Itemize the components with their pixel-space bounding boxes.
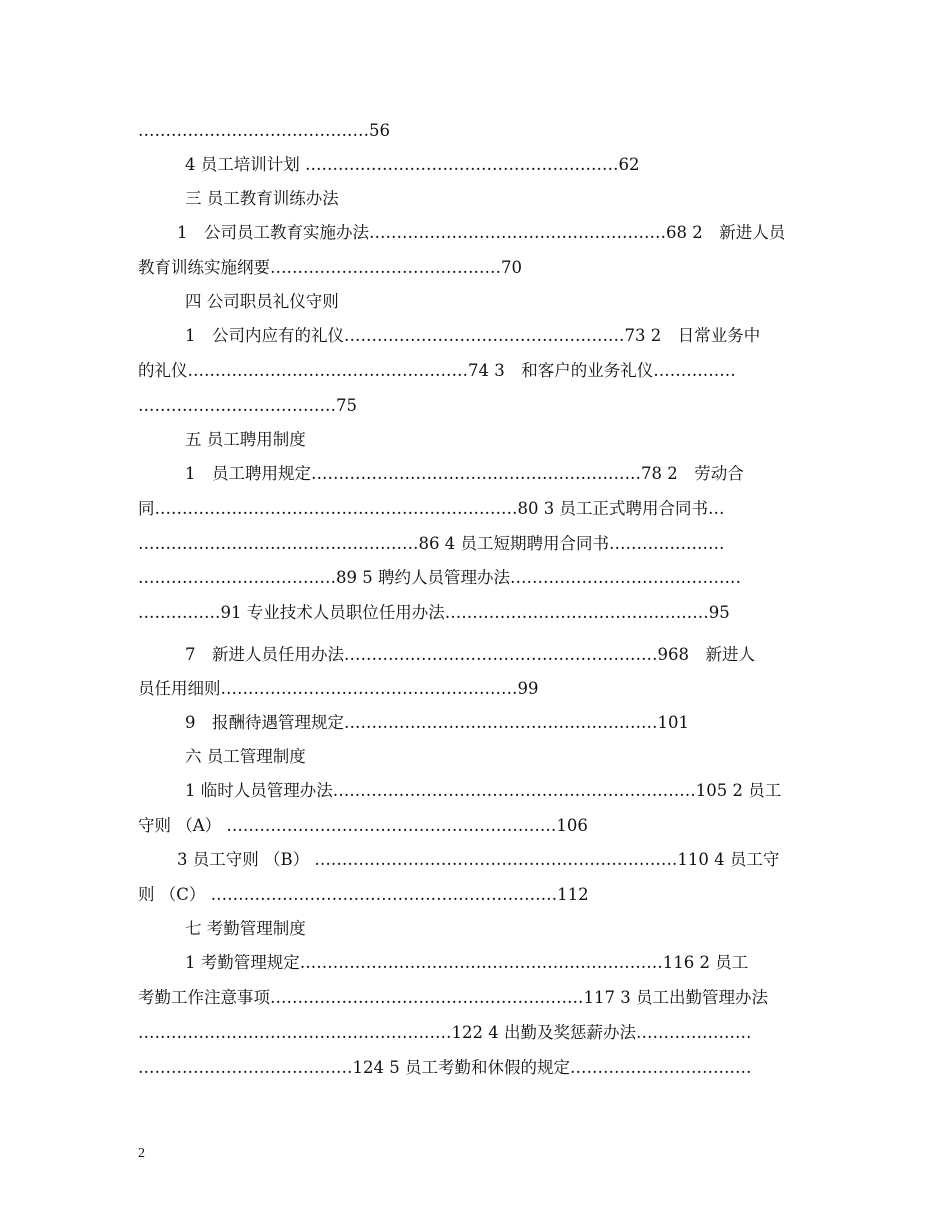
toc-line: ……………91 专业技术人员职位任用办法…………………………………………95 — [138, 603, 730, 622]
section-heading: 四 公司职员礼仪守则 — [185, 292, 339, 311]
section-heading: 七 考勤管理制度 — [185, 919, 306, 938]
section-heading: 三 员工教育训练办法 — [185, 189, 339, 208]
toc-line: 则 （C） ………………………………………………………112 — [138, 885, 589, 904]
toc-line: …………………………………………………122 4 出勤及奖惩薪办法………………… — [138, 1023, 752, 1042]
toc-line: ……………………………………56 — [138, 121, 390, 140]
toc-line: 同…………………………………………………………80 3 员工正式聘用合同书… — [138, 499, 725, 518]
toc-line: ………………………………89 5 聘约人员管理办法…………………………………… — [138, 568, 741, 587]
toc-line: ……………………………………………86 4 员工短期聘用合同书………………… — [138, 534, 725, 553]
toc-line: 1 员工聘用规定……………………………………………………78 2 劳动合 — [185, 464, 744, 483]
toc-line: 1 公司员工教育实施办法………………………………………………68 2 新进人员 — [177, 223, 786, 242]
toc-line: 1 公司内应有的礼仪……………………………………………73 2 日常业务中 — [185, 326, 761, 345]
toc-line: 员任用细则………………………………………………99 — [138, 679, 539, 698]
toc-line: 守则 （A） ……………………………………………………106 — [138, 816, 588, 835]
toc-line: 4 员工培训计划 …………………………………………………62 — [185, 155, 640, 174]
toc-line: ………………………………75 — [138, 396, 357, 415]
toc-line: …………………………………124 5 员工考勤和休假的规定…………………………… — [138, 1058, 752, 1077]
toc-line: 1 考勤管理规定…………………………………………………………116 2 员工 — [185, 953, 749, 972]
section-heading: 六 员工管理制度 — [185, 747, 306, 766]
toc-line: 1 临时人员管理办法…………………………………………………………105 2 员工 — [185, 781, 782, 800]
toc-line: 9 报酬待遇管理规定…………………………………………………101 — [185, 713, 689, 732]
section-heading: 五 员工聘用制度 — [185, 430, 306, 449]
toc-line: 3 员工守则 （B） …………………………………………………………110 4 员工守 — [177, 850, 780, 869]
toc-line: 考勤工作注意事项…………………………………………………117 3 员工出勤管理办法 — [138, 988, 768, 1007]
toc-line: 教育训练实施纲要……………………………………70 — [138, 258, 522, 277]
toc-line: 7 新进人员任用办法…………………………………………………968 新进人 — [185, 645, 755, 664]
toc-line: 的礼仪……………………………………………74 3 和客户的业务礼仪…………… — [138, 361, 736, 380]
page-number: 2 — [138, 1146, 145, 1161]
